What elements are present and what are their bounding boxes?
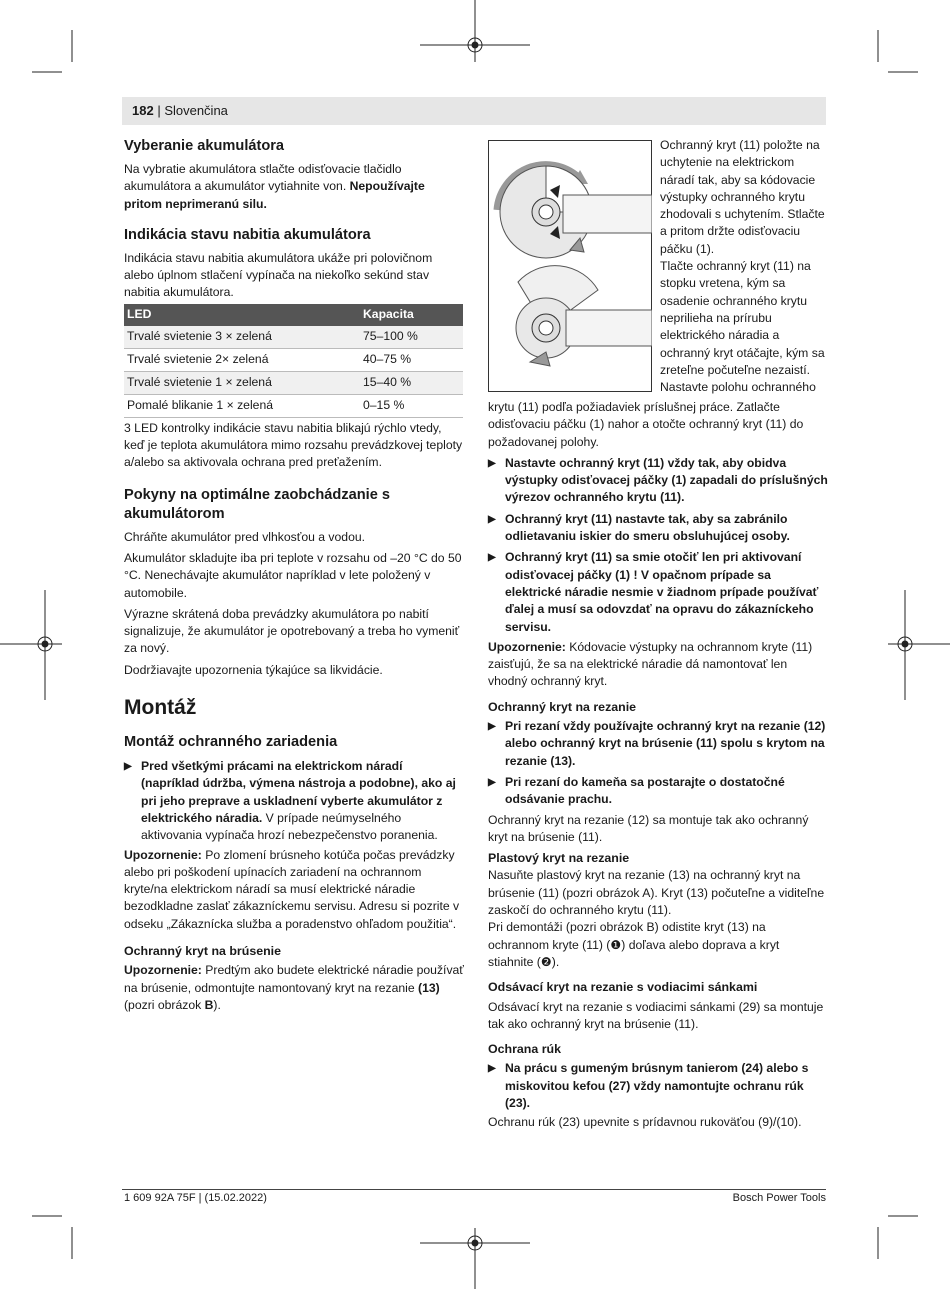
para-hand-guard: Ochranu rúk (23) upevnite s prídavnou rukoväťou (9)/(10). xyxy=(488,1115,802,1130)
para-care-3: Výrazne skrátená doba prevádzky akumulátora po nabití signalizuje, že akumulátor je opotrebovaný a treba ho vymeniť za nový. xyxy=(124,606,460,656)
bullet-guard-3: ▶ Ochranný kryt (11) sa smie otočiť len pri aktivovaní odisťovacej páčky (1) ! V opačnom prípade sa elektrické náradie nesmie v žiadnom prípade používať ďalej a musí sa odovzdať na opravu do zákazníckeho servisu. xyxy=(488,549,828,635)
para-charge-indicator: Indikácia stavu nabitia akumulátora ukáže pri polovičnom alebo úplnom stlačení vypínača na niekoľko sekúnd stav nabitia akumulátora. xyxy=(124,250,433,300)
footer-brand: Bosch Power Tools xyxy=(732,1192,826,1204)
heading-remove-battery: Vyberanie akumulátora xyxy=(124,138,285,154)
para-care-4: Dodržiavajte upozornenia týkajúce sa likvidácie. xyxy=(124,662,383,677)
para-cutting-guard: Ochranný kryt na rezanie (12) sa montuje tak ako ochranný kryt na brúsenie (11). xyxy=(488,812,809,844)
para-plastic-1: Nasuňte plastový kryt na rezanie (13) na ochranný kryt na brúsenie (11) (pozri obrázok A). Kryt (13) počuteľne a viditeľne zaskočí do ochranného krytu (11). xyxy=(488,868,825,918)
table-row: Pomalé blikanie 1 × zelená 0–15 % xyxy=(124,394,463,417)
heading-plastic-guard: Plastový kryt na rezanie xyxy=(488,851,630,866)
table-header: Kapacita xyxy=(360,304,463,326)
para-fig-2: Tlačte ochranný kryt (11) na stopku vretena, kým sa osadenie ochranného krytu neprilieha na prírubu elektrického náradia a ochranný kryt otáčajte, kým sa zreteľne počuteľne nezaistí. xyxy=(660,259,825,377)
heading-hand-guard: Ochrana rúk xyxy=(488,1042,561,1057)
figure-side-text xyxy=(660,137,830,396)
heading-extraction-hood: Odsávací kryt na rezanie s vodiacimi sánkami xyxy=(488,980,758,995)
led-table xyxy=(124,304,463,418)
heading-battery-care: Pokyny na optimálne zaobchádzanie s akumulátorom xyxy=(124,486,391,522)
para-extraction-hood: Odsávací kryt na rezanie s vodiacimi sánkami (29) sa montuje tak ako ochranný kryt na brúsenie (11). xyxy=(488,999,824,1031)
heading-guard-mounting: Montáž ochranného zariadenia xyxy=(124,734,338,751)
bullet-cutting-2: ▶ Pri rezaní do kameňa sa postarajte o dostatočné odsávanie prachu. xyxy=(488,774,828,809)
footer-rule xyxy=(122,1189,826,1190)
para-led-note: 3 LED kontrolky indikácie stavu nabitia blikajú rýchlo vtedy, keď je teplota akumulátora mimo rozsahu prevádzkovej teploty a/alebo sa aktivovala ochrana pred preťažením. xyxy=(124,420,463,470)
table-header: LED xyxy=(124,304,360,326)
table-row: Trvalé svietenie 1 × zelená 15–40 % xyxy=(124,371,463,394)
page-number: 182 xyxy=(132,103,154,118)
bullet-guard-1: ▶ Nastavte ochranný kryt (11) vždy tak, aby obidva výstupky odisťovacej páčky (1) zapadali do príslušných výrezov ochranného krytu (11). xyxy=(488,455,828,507)
bullet-remove-battery: ▶ Pred všetkými prácami na elektrickom náradí (napríklad údržba, výmena nástroja a podobne), ako aj pri jeho preprave a uskladnení vyberte akumulátor z elektrického náradia. V prípade neúmyselného aktivovania vypínača hrozí nebezpečenstvo poranenia. xyxy=(124,758,464,844)
para-care-2: Akumulátor skladujte iba pri teplote v rozsahu od –20 °C do 50 °C. Nenechávajte akumulátor napríklad v lete položený v automobile. xyxy=(124,550,462,600)
page-header: 182 | Slovenčina xyxy=(122,97,826,125)
para-fig-1: Ochranný kryt (11) položte na uchytenie na elektrickom náradí tak, aby sa kódovacie výstupky ochranného krytu zhodovali s uchytením. Stlačte a pritom držte odisťovaciu páčku (1). xyxy=(660,138,825,256)
left-column xyxy=(124,137,464,1014)
para-coding-note: Upozornenie: Kódovacie výstupky na ochrannom kryte (11) zaisťujú, že sa na elektrické náradie dá namontovať len vhodný ochranný kryt. xyxy=(488,639,813,689)
para-care-1: Chráňte akumulátor pred vlhkosťou a vodou. xyxy=(124,529,366,544)
bullet-hand-guard: ▶ Na prácu s gumeným brúsnym tanierom (24) alebo s miskovitou kefou (27) vždy namontujte ochranu rúk (23). xyxy=(488,1060,828,1112)
heading-grinding-guard: Ochranný kryt na brúsenie xyxy=(124,944,282,959)
bullet-guard-2: ▶ Ochranný kryt (11) nastavte tak, aby sa zabránilo odlietavaniu iskier do smeru obsluhujúcej osoby. xyxy=(488,511,828,546)
table-row: Trvalé svietenie 3 × zelená 75–100 % xyxy=(124,326,463,349)
guard-mounting-figure xyxy=(488,140,652,392)
para-plastic-2: Pri demontáži (pozri obrázok B) odistite kryt (13) na ochrannom kryte (11) (❶) doľava alebo doprava a kryt stiahnite (❷). xyxy=(488,920,780,969)
bullet-cutting-1: ▶ Pri rezaní vždy používajte ochranný kryt na rezanie (12) alebo ochranný kryt na brúsenie (11) spolu s krytom na rezanie (13). xyxy=(488,718,828,770)
footer-doc-id: 1 609 92A 75F | (15.02.2022) xyxy=(124,1192,267,1204)
heading-cutting-guard: Ochranný kryt na rezanie xyxy=(488,699,637,714)
right-column xyxy=(488,399,828,1132)
para-note-2: Upozornenie: Predtým ako budete elektrické náradie používať na brúsenie, odmontujte namontovaný kryt na rezanie (13) (pozri obrázok B). xyxy=(124,963,464,1012)
header-language: Slovenčina xyxy=(164,103,228,118)
para-remove-battery: Na vybratie akumulátora stlačte odisťovacie tlačidlo akumulátora a akumulátor vytiahnite von. Nepoužívajte pritom neprimeranú silu. xyxy=(124,162,425,211)
heading-charge-indicator: Indikácia stavu nabitia akumulátora xyxy=(124,226,371,243)
heading-montaz: Montáž xyxy=(124,696,197,720)
para-guard-position: krytu (11) podľa požiadaviek príslušnej práce. Zatlačte odisťovaciu páčku (1) nahor a otočte ochranný kryt (11) do požadovanej polohy. xyxy=(488,400,804,449)
table-row: Trvalé svietenie 2× zelená 40–75 % xyxy=(124,348,463,371)
para-note-1: Upozornenie: Po zlomení brúsneho kotúča počas prevádzky alebo pri poškodení upínacích zariadení na ochrannom kryte/na elektrickom náradí sa musí elektrické náradie bezodkladne zaslať zákazníckemu servisu. Adresu si pozrite v odseku „Zákaznícka služba a poradenstvo ohľadom použitia“. xyxy=(124,847,460,931)
para-fig-3: Nastavte polohu ochranného xyxy=(660,380,816,395)
